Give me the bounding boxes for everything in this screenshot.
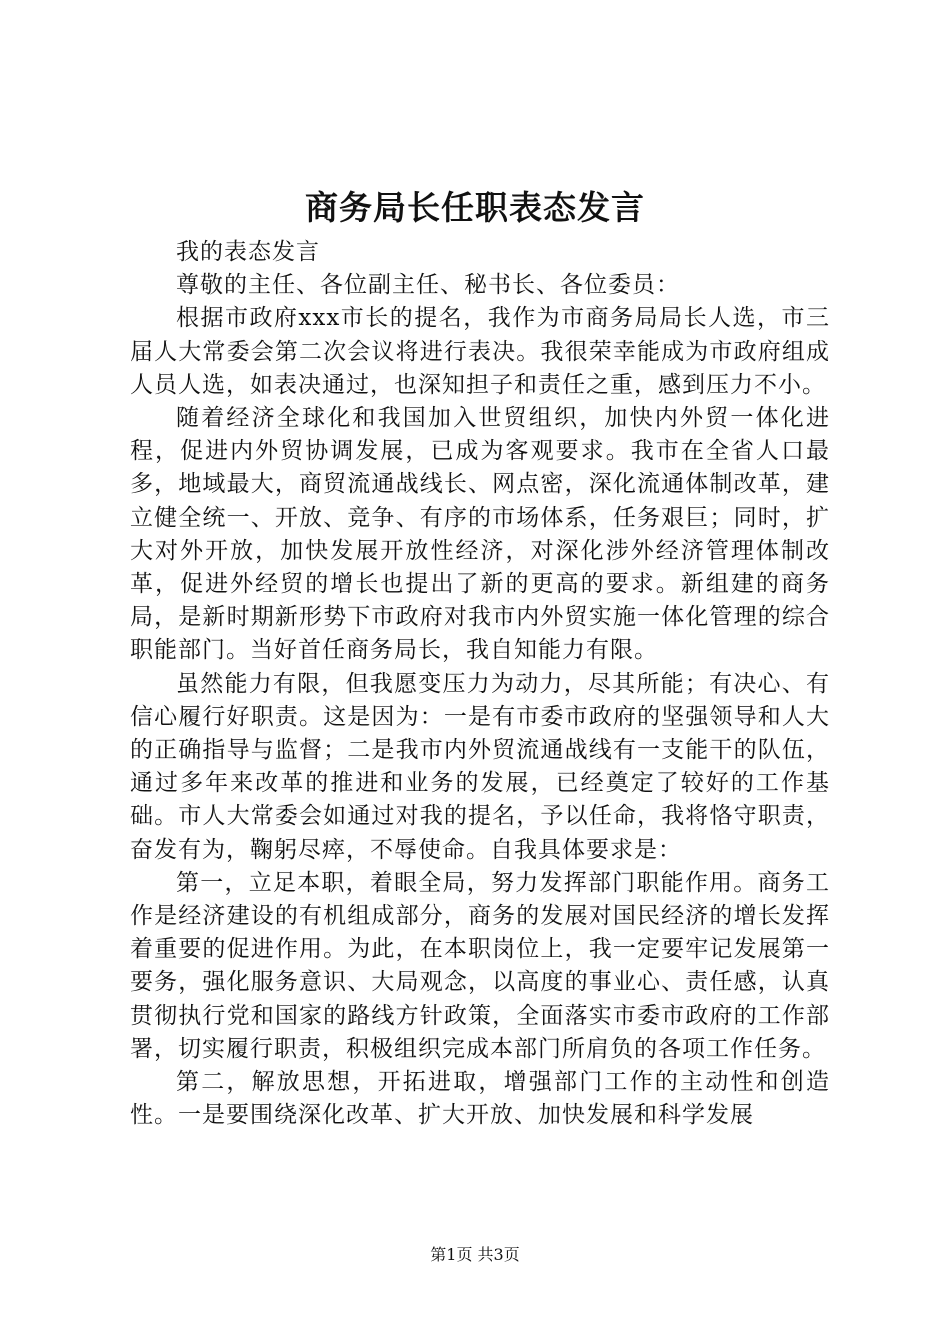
- document-body: [130, 236, 830, 1132]
- page-number-footer: 第1页 共3页: [430, 1245, 520, 1264]
- paragraph: 第一，立足本职，着眼全局，努力发挥部门职能作用。商务工作是经济建设的有机组成部分，商务的发展对国民经济的增长发挥着重要的促进作用。为此，在本职岗位上，我一定要牢记发展第一要务，强化服务意识、大局观念，以高度的事业心、责任感，认真贯彻执行党和国家的路线方针政策，全面落实市委市政府的工作部署，切实履行职责，积极组织完成本部门所肩负的各项工作任务。: [130, 869, 830, 1062]
- paragraph-salutation: 尊敬的主任、各位副主任、秘书长、各位委员：: [176, 272, 680, 299]
- paragraph-heading: 我的表态发言: [176, 239, 320, 265]
- paragraph: 根据市政府xxx市长的提名，我作为市商务局局长人选，市三届人大常委会第二次会议将进行表决。我很荣幸能成为市政府组成人员人选，如表决通过，也深知担子和责任之重，感到压力不小。: [130, 305, 830, 398]
- paragraph: 虽然能力有限，但我愿变压力为动力，尽其所能；有决心、有信心履行好职责。这是因为：一是有市委市政府的坚强领导和人大的正确指导与监督；二是我市内外贸流通战线有一支能干的队伍，通过多年来改革的推进和业务的发展，已经奠定了较好的工作基础。市人大常委会如通过对我的提名，予以任命，我将恪守职责，奋发有为，鞠躬尽瘁，不辱使命。自我具体要求是：: [130, 670, 830, 863]
- document-title: 商务局长任职表态发言: [305, 188, 645, 227]
- paragraph: 第二，解放思想，开拓进取，增强部门工作的主动性和创造性。一是要围绕深化改革、扩大开放、加快发展和科学发展: [130, 1069, 830, 1129]
- paragraph: 随着经济全球化和我国加入世贸组织，加快内外贸一体化进程，促进内外贸协调发展，已成为客观要求。我市在全省人口最多，地域最大，商贸流通战线长、网点密，深化流通体制改革，建立健全统一、开放、竞争、有序的市场体系，任务艰巨；同时，扩大对外开放，加快发展开放性经济，对深化涉外经济管理体制改革，促进外经贸的增长也提出了新的更高的要求。新组建的商务局，是新时期新形势下市政府对我市内外贸实施一体化管理的综合职能部门。当好首任商务局长，我自知能力有限。: [130, 405, 830, 664]
